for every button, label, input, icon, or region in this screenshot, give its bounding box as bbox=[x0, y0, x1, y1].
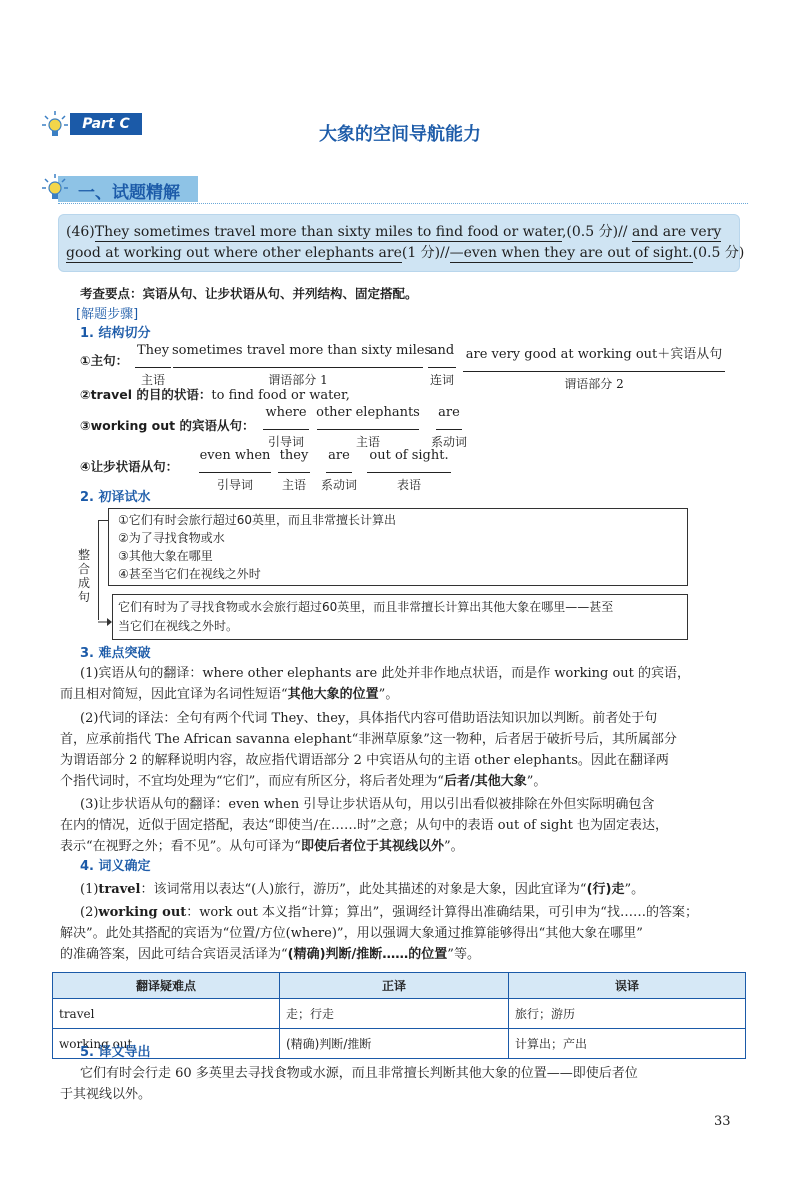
segment: are 系动词 bbox=[320, 448, 357, 492]
step1-heading: 1. 结构切分 bbox=[80, 326, 151, 341]
para-line: 的准确答案，因此可结合宾语灵活译为“(精确)判断/推断……的位置”等。 bbox=[60, 947, 480, 962]
segment: they 主语 bbox=[279, 448, 309, 492]
segment: where 引导词 bbox=[262, 405, 310, 450]
segment: are 系动词 bbox=[430, 405, 467, 449]
segment: are very good at working out＋宾语从句 谓语部分 2 bbox=[462, 343, 726, 392]
step2-heading: 2. 初译试水 bbox=[80, 490, 151, 505]
steps-label: [解题步骤] bbox=[76, 307, 139, 322]
section-rule bbox=[58, 203, 748, 204]
para-line: 为谓语部分 2 的解释说明内容，故应指代谓语部分 2 中宾语从句的主语 other elephants。因此在翻译两 bbox=[60, 753, 669, 768]
object-clause-label: ③working out 的宾语从句： bbox=[80, 418, 255, 433]
segment: other elephants 主语 bbox=[316, 405, 420, 449]
bracket-line bbox=[98, 520, 108, 521]
purpose-line: ②travel 的目的状语：to find food or water, bbox=[80, 387, 350, 403]
segment: out of sight. 表语 bbox=[366, 448, 452, 493]
key-points: 考查要点：宾语从句、让步状语从句、并列结构、固定搭配。 bbox=[80, 286, 418, 301]
table-cell: 旅行；游历 bbox=[509, 999, 746, 1029]
segment: even when 引导词 bbox=[199, 448, 271, 492]
table-cell: travel bbox=[53, 999, 280, 1029]
table-cell: (精确)判断/推断 bbox=[280, 1029, 509, 1059]
segment: They 主语 bbox=[136, 343, 170, 387]
table-cell: 计算出；产出 bbox=[509, 1029, 746, 1059]
main-clause-label: ①主句： bbox=[80, 353, 129, 368]
para-line: (1)宾语从句的翻译：where other elephants are 此处并非作地点状语，而是作 working out 的宾语， bbox=[80, 666, 691, 681]
para-line: 首，应承前指代 The African savanna elephant“非洲草原象”这一物种，后者居于破折号后，其所属部分 bbox=[60, 732, 677, 747]
translation-table bbox=[52, 972, 746, 1059]
step5-heading: 5. 译文导出 bbox=[80, 1045, 151, 1060]
combined-line: 它们有时为了寻找食物或水会旅行超过60英里，而且非常擅长计算出其他大象在哪里——甚至 bbox=[118, 600, 614, 614]
table-header: 正译 bbox=[280, 973, 509, 999]
concession-label: ④让步状语从句： bbox=[80, 459, 179, 474]
section-heading: 一、试题精解 bbox=[78, 183, 180, 203]
bulb-icon-2 bbox=[42, 173, 68, 201]
step4-heading: 4. 词义确定 bbox=[80, 859, 151, 874]
para-line: 在内的情况，近似于固定搭配，表达“即使当/在……时”之意；从句中的表语 out of sight 也为固定表达， bbox=[60, 818, 669, 833]
table-header: 翻译疑难点 bbox=[53, 973, 280, 999]
draft-item: ②为了寻找食物或水 bbox=[118, 531, 225, 545]
para-line: 而且相对简短，因此宜译为名词性短语“其他大象的位置”。 bbox=[60, 687, 399, 702]
page-title: 大象的空间导航能力 bbox=[319, 124, 481, 145]
page-number: 33 bbox=[714, 1114, 731, 1129]
table-header: 误译 bbox=[509, 973, 746, 999]
para-line: 解决”。此处其搭配的宾语为“位置/方位(where)”，用以强调大象通过推算能够得出“其他大象在哪里” bbox=[60, 926, 643, 941]
draft-item: ①它们有时会旅行超过60英里，而且非常擅长计算出 bbox=[118, 513, 397, 527]
para-line: (3)让步状语从句的翻译：even when 引导让步状语从句，用以引出看似被排除在外但实际明确包含 bbox=[80, 797, 655, 812]
para-line: (2)working out：work out 本义指“计算；算出”，强调经计算得出准确结果，可引申为“找……的答案； bbox=[80, 905, 698, 920]
segment: sometimes travel more than sixty miles 谓语部分 1 bbox=[172, 343, 432, 387]
table-cell: 走；行走 bbox=[280, 999, 509, 1029]
draft-item: ③其他大象在哪里 bbox=[118, 549, 213, 563]
question-line-1: (46)They sometimes travel more than sixty miles to find food or water,(0.5 分)// and are very bbox=[66, 224, 722, 240]
bracket-line bbox=[98, 520, 99, 620]
para-line: 表示“在视野之外；看不见”。从句可译为“即使后者位于其视线以外”。 bbox=[60, 839, 464, 854]
arrow-icon bbox=[98, 613, 112, 625]
para-line: 于其视线以外。 bbox=[60, 1087, 152, 1102]
draft-item: ④甚至当它们在视线之外时 bbox=[118, 567, 261, 581]
para-line: 个指代词时，不宜均处理为“它们”，而应有所区分，将后者处理为“后者/其他大象”。 bbox=[60, 774, 547, 789]
step3-heading: 3. 难点突破 bbox=[80, 646, 151, 661]
combined-line: 当它们在视线之外时。 bbox=[118, 619, 239, 633]
para-line: (2)代词的译法：全句有两个代词 They、they，具体指代内容可借助语法知识加以判断。前者处于句 bbox=[80, 711, 658, 726]
para-line: (1)travel：该词常用以表达“(人)旅行，游历”，此处其描述的对象是大象，因此宜译为“(行)走”。 bbox=[80, 882, 645, 897]
segment: and 连词 bbox=[429, 343, 455, 387]
para-line: 它们有时会行走 60 多英里去寻找食物或水源，而且非常擅长判断其他大象的位置——即使后者位 bbox=[80, 1066, 638, 1081]
table-cell: working out bbox=[53, 1029, 280, 1059]
part-label: Part C bbox=[70, 113, 142, 135]
question-line-2: good at working out where other elephants are(1 分)//—even when they are out of sight.(0.5 分) bbox=[66, 245, 745, 261]
integrate-label: 整合成句 bbox=[78, 548, 91, 604]
